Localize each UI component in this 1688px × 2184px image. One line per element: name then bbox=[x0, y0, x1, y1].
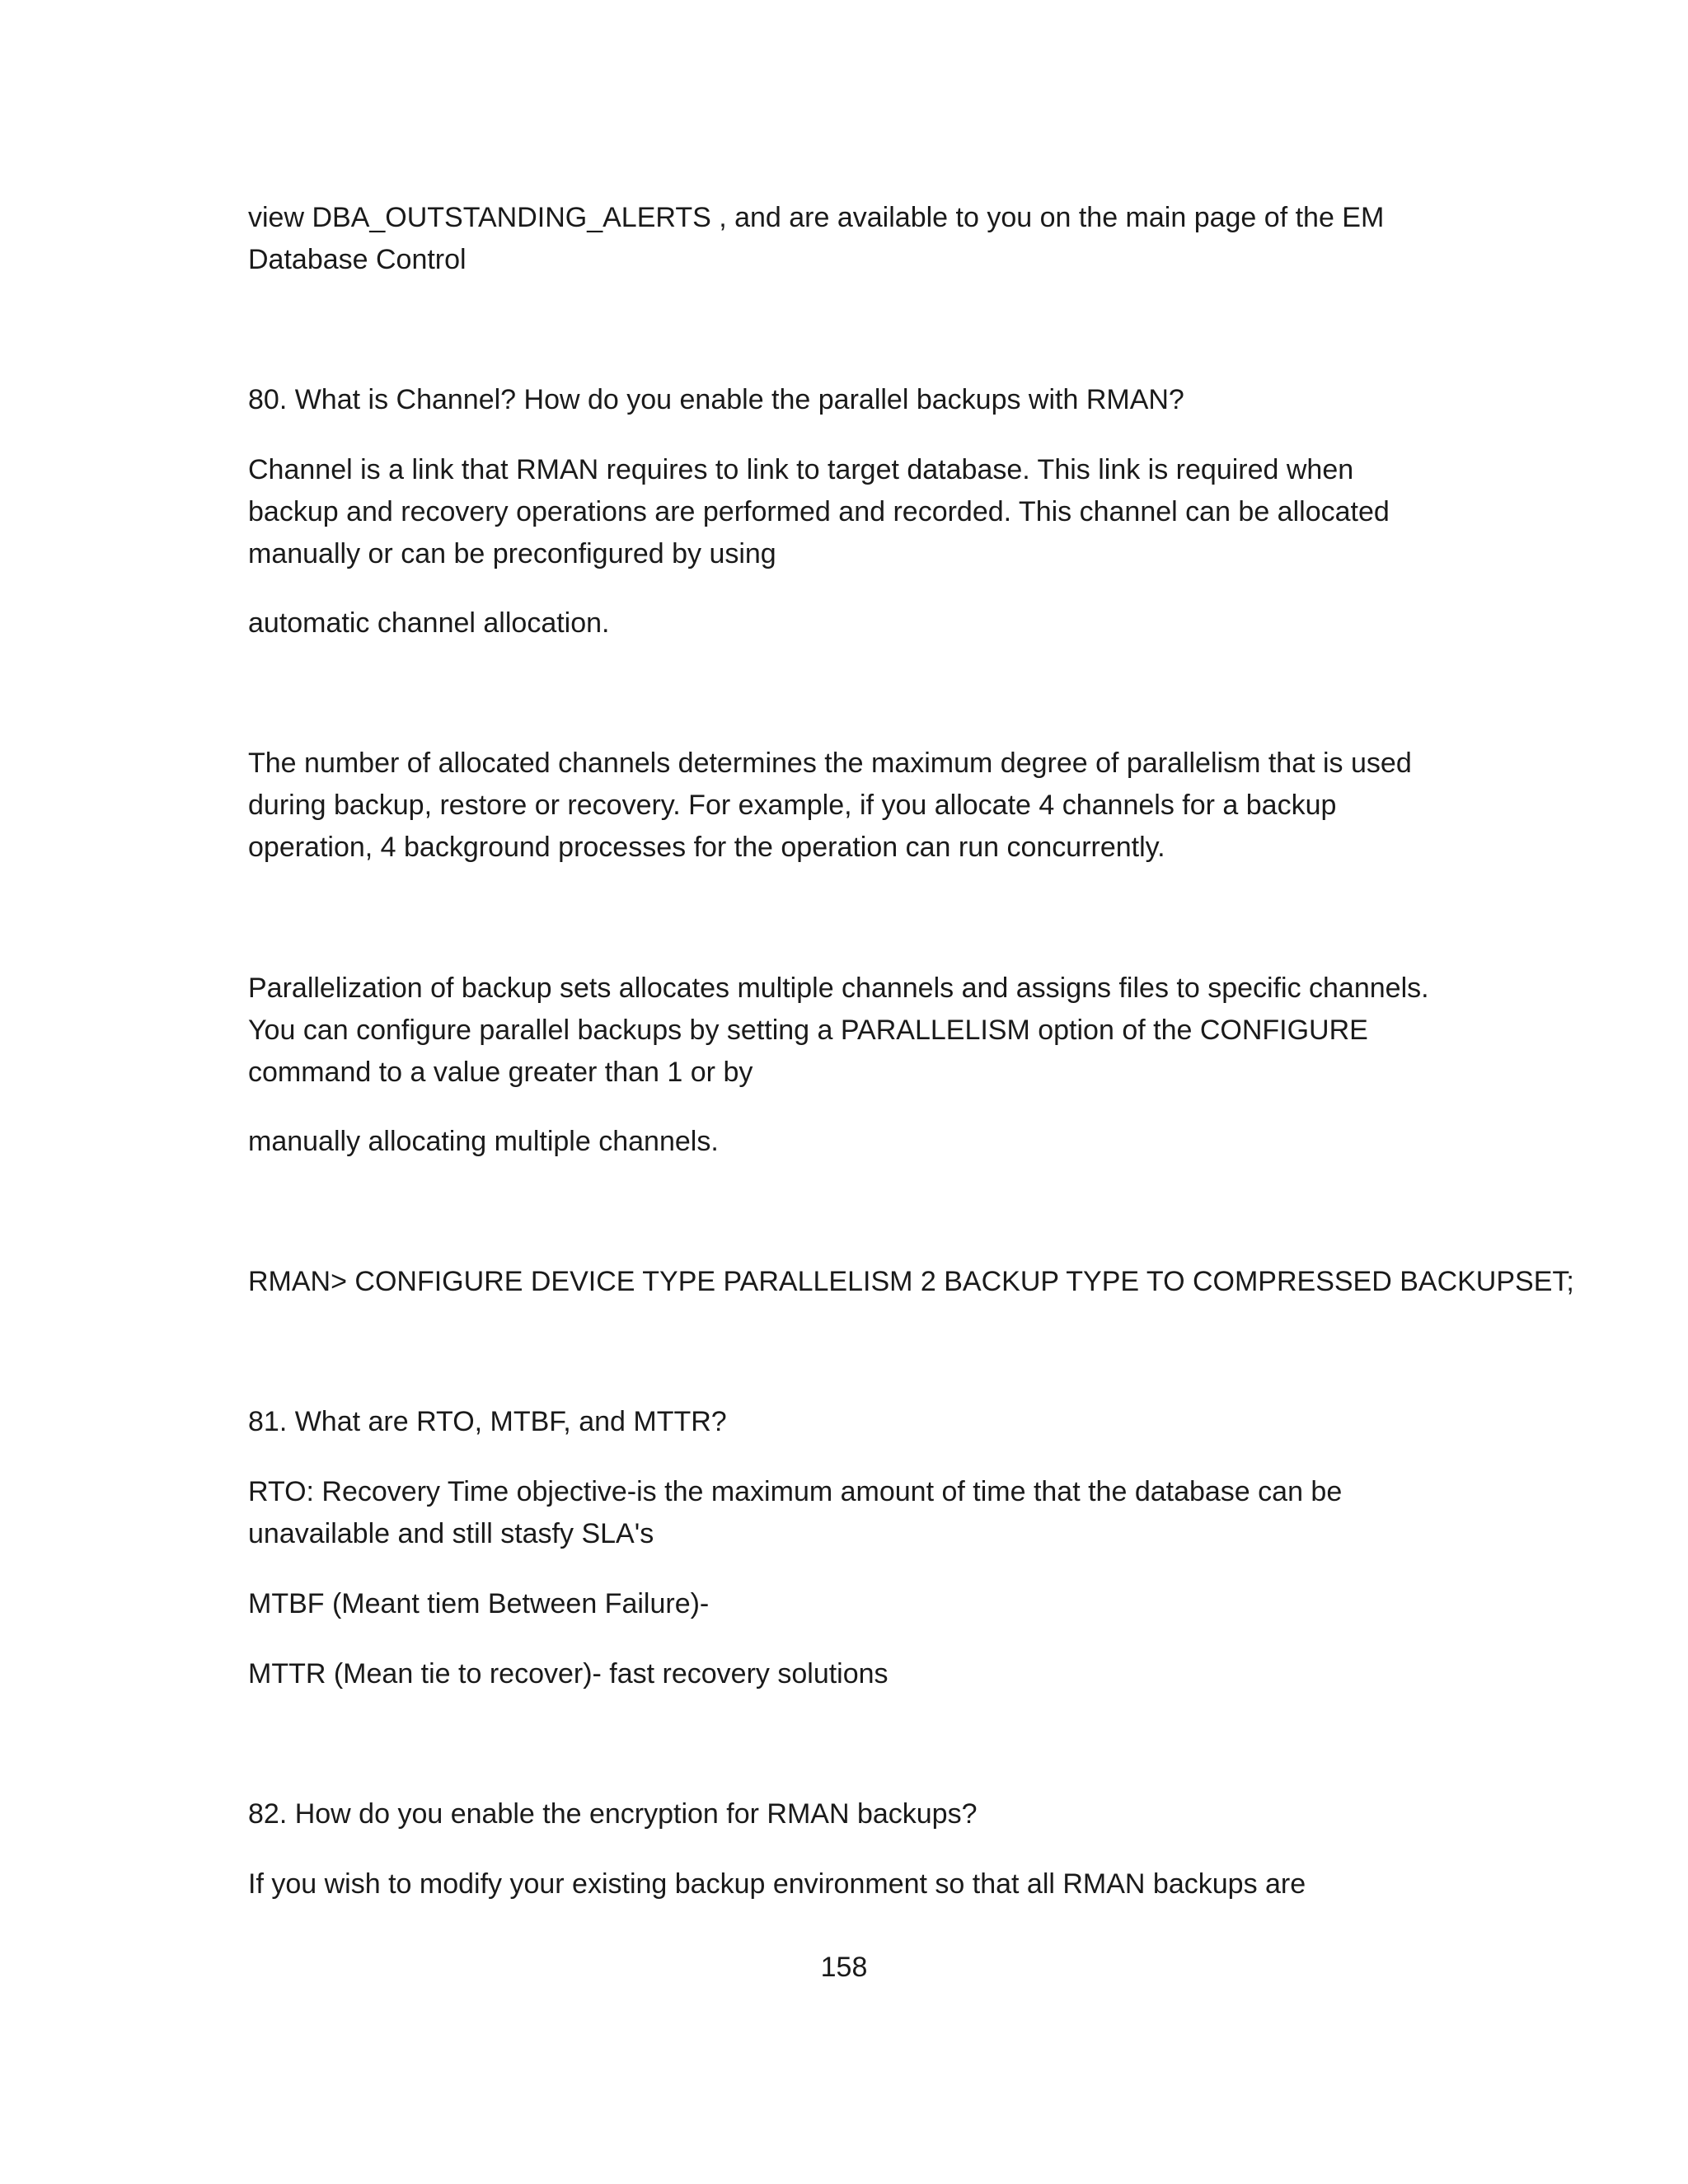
text-line: command to a value greater than 1 or by bbox=[248, 1057, 753, 1088]
text-line: Database Control bbox=[248, 244, 467, 275]
paragraph-manual-allocation bbox=[248, 1121, 1451, 1163]
text-line: MTBF (Meant tiem Between Failure)- bbox=[248, 1588, 710, 1619]
paragraph-channel-definition bbox=[248, 449, 1451, 575]
paragraph-mtbf bbox=[248, 1583, 1451, 1625]
text-line: If you wish to modify your existing backup environment so that all RMAN backups are bbox=[248, 1868, 1306, 1900]
text-line: You can configure parallel backups by setting a PARALLELISM option of the CONFIGURE bbox=[248, 1015, 1368, 1046]
paragraph-alerts-view bbox=[248, 197, 1451, 281]
text-line: manually allocating multiple channels. bbox=[248, 1126, 719, 1157]
question-81-heading bbox=[248, 1401, 1451, 1443]
text-line: unavailable and still stasfy SLA's bbox=[248, 1518, 654, 1549]
text-line: The number of allocated channels determines the maximum degree of parallelism that is used bbox=[248, 748, 1412, 779]
paragraph-encryption bbox=[248, 1863, 1451, 1905]
paragraph-automatic-allocation bbox=[248, 602, 1451, 644]
text-line: Parallelization of backup sets allocates multiple channels and assigns files to specific channels. bbox=[248, 972, 1429, 1004]
text-line: during backup, restore or recovery. For example, if you allocate 4 channels for a backup bbox=[248, 790, 1337, 821]
paragraph-rto bbox=[248, 1471, 1451, 1555]
text-line: 81. What are RTO, MTBF, and MTTR? bbox=[248, 1406, 727, 1437]
paragraph-parallelization bbox=[248, 968, 1451, 1094]
text-line: manually or can be preconfigured by using bbox=[248, 538, 776, 569]
text-line: backup and recovery operations are performed and recorded. This channel can be allocated bbox=[248, 496, 1390, 527]
question-80-heading bbox=[248, 379, 1451, 421]
text-line: RMAN> CONFIGURE DEVICE TYPE PARALLELISM 2 BACKUP TYPE TO COMPRESSED BACKUPSET; bbox=[248, 1266, 1574, 1297]
text-line: MTTR (Mean tie to recover)- fast recovery solutions bbox=[248, 1658, 889, 1690]
text-line: 80. What is Channel? How do you enable the parallel backups with RMAN? bbox=[248, 384, 1184, 415]
text-line: RTO: Recovery Time objective-is the maximum amount of time that the database can be bbox=[248, 1476, 1343, 1507]
paragraph-parallelism-degree bbox=[248, 743, 1451, 869]
rman-command bbox=[248, 1261, 1574, 1303]
text-line: operation, 4 background processes for the operation can run concurrently. bbox=[248, 832, 1165, 863]
question-82-heading bbox=[248, 1793, 1451, 1835]
page-number: 158 bbox=[820, 1952, 868, 1983]
text-line: automatic channel allocation. bbox=[248, 607, 610, 639]
text-line: Channel is a link that RMAN requires to link to target database. This link is required when bbox=[248, 454, 1354, 485]
paragraph-mttr bbox=[248, 1653, 1451, 1695]
text-line: 82. How do you enable the encryption for RMAN backups? bbox=[248, 1798, 978, 1830]
text-line: view DBA_OUTSTANDING_ALERTS , and are available to you on the main page of the EM bbox=[248, 202, 1385, 233]
